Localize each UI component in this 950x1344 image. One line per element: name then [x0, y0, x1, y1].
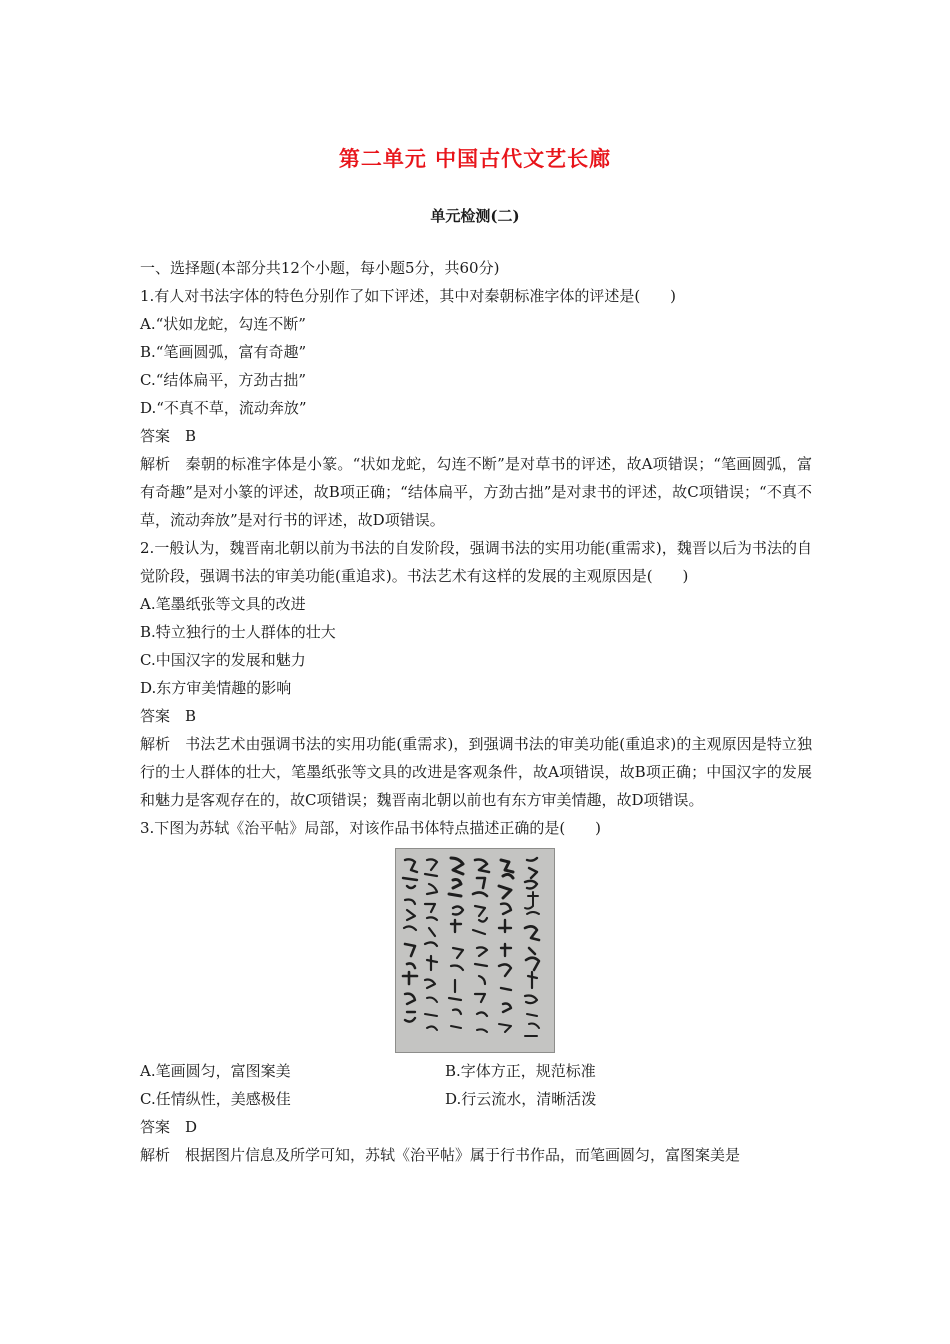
question-1-option-b: B.“笔画圆弧，富有奇趣” — [140, 343, 307, 361]
question-3-stem: 3.下图为苏轼《治平帖》局部，对该作品书体特点描述正确的是( ) — [140, 819, 602, 837]
unit-title: 第二单元 中国古代文艺长廊 — [338, 146, 612, 171]
question-3-option-b: B.字体方正，规范标准 — [445, 1062, 596, 1080]
question-2-analysis: 解析 书法艺术由强调书法的实用功能(重需求)，到强调书法的审美功能(重追求)的主观原因是特立独行的士人群体的壮大，笔墨纸张等文具的改进是客观条件，故A项错误，故B项正确；中国汉字的发展和魅力是客观存在的，故C项错误；魏晋南北朝以前也有东方审美情趣，故D项错误。 — [140, 735, 812, 809]
document-body — [140, 254, 812, 1169]
unit-subtitle: 单元检测(二) — [430, 207, 520, 225]
question-3-option-d: D.行云流水，清晰活泼 — [445, 1090, 597, 1108]
question-1-stem: 1.有人对书法字体的特色分别作了如下评述，其中对秦朝标准字体的评述是( ) — [140, 287, 677, 305]
question-3-analysis: 解析 根据图片信息及所学可知，苏轼《治平帖》属于行书作品，而笔画圆匀，富图案美是 — [140, 1146, 741, 1164]
question-3-option-a: A.笔画圆匀，富图案美 — [140, 1062, 291, 1080]
question-2-option-c: C.中国汉字的发展和魅力 — [140, 651, 306, 669]
section-heading: 一、选择题(本部分共12个小题，每小题5分，共60分) — [140, 259, 500, 277]
question-2-option-b: B.特立独行的士人群体的壮大 — [140, 623, 336, 641]
question-1-analysis: 解析 秦朝的标准字体是小篆。“状如龙蛇，勾连不断”是对草书的评述，故A项错误；“笔画圆弧，富有奇趣”是对小篆的评述，故B项正确；“结体扁平，方劲古拙”是对隶书的评述，故C项错误；“不真不草，流动奔放”是对行书的评述，故D项错误。 — [140, 455, 812, 529]
question-3-answer: 答案 D — [140, 1118, 198, 1136]
question-2-option-a: A.笔墨纸张等文具的改进 — [140, 595, 306, 613]
calligraphy-image — [395, 848, 555, 1053]
question-1-option-d: D.“不真不草，流动奔放” — [140, 399, 307, 417]
question-1-answer: 答案 B — [140, 427, 197, 445]
question-3-option-c: C.任情纵性，美感极佳 — [140, 1090, 291, 1108]
question-2-stem: 2.一般认为，魏晋南北朝以前为书法的自发阶段，强调书法的实用功能(重需求)，魏晋以后为书法的自觉阶段，强调书法的审美功能(重追求)。书法艺术有这样的发展的主观原因是( ) — [140, 539, 812, 585]
question-1-option-a: A.“状如龙蛇，勾连不断” — [140, 315, 306, 333]
question-1-option-c: C.“结体扁平，方劲古拙” — [140, 371, 307, 389]
question-2-answer: 答案 B — [140, 707, 197, 725]
question-2-option-d: D.东方审美情趣的影响 — [140, 679, 292, 697]
question-3-options-row-2 — [140, 1085, 812, 1113]
question-3-options-row-1 — [140, 1057, 812, 1085]
